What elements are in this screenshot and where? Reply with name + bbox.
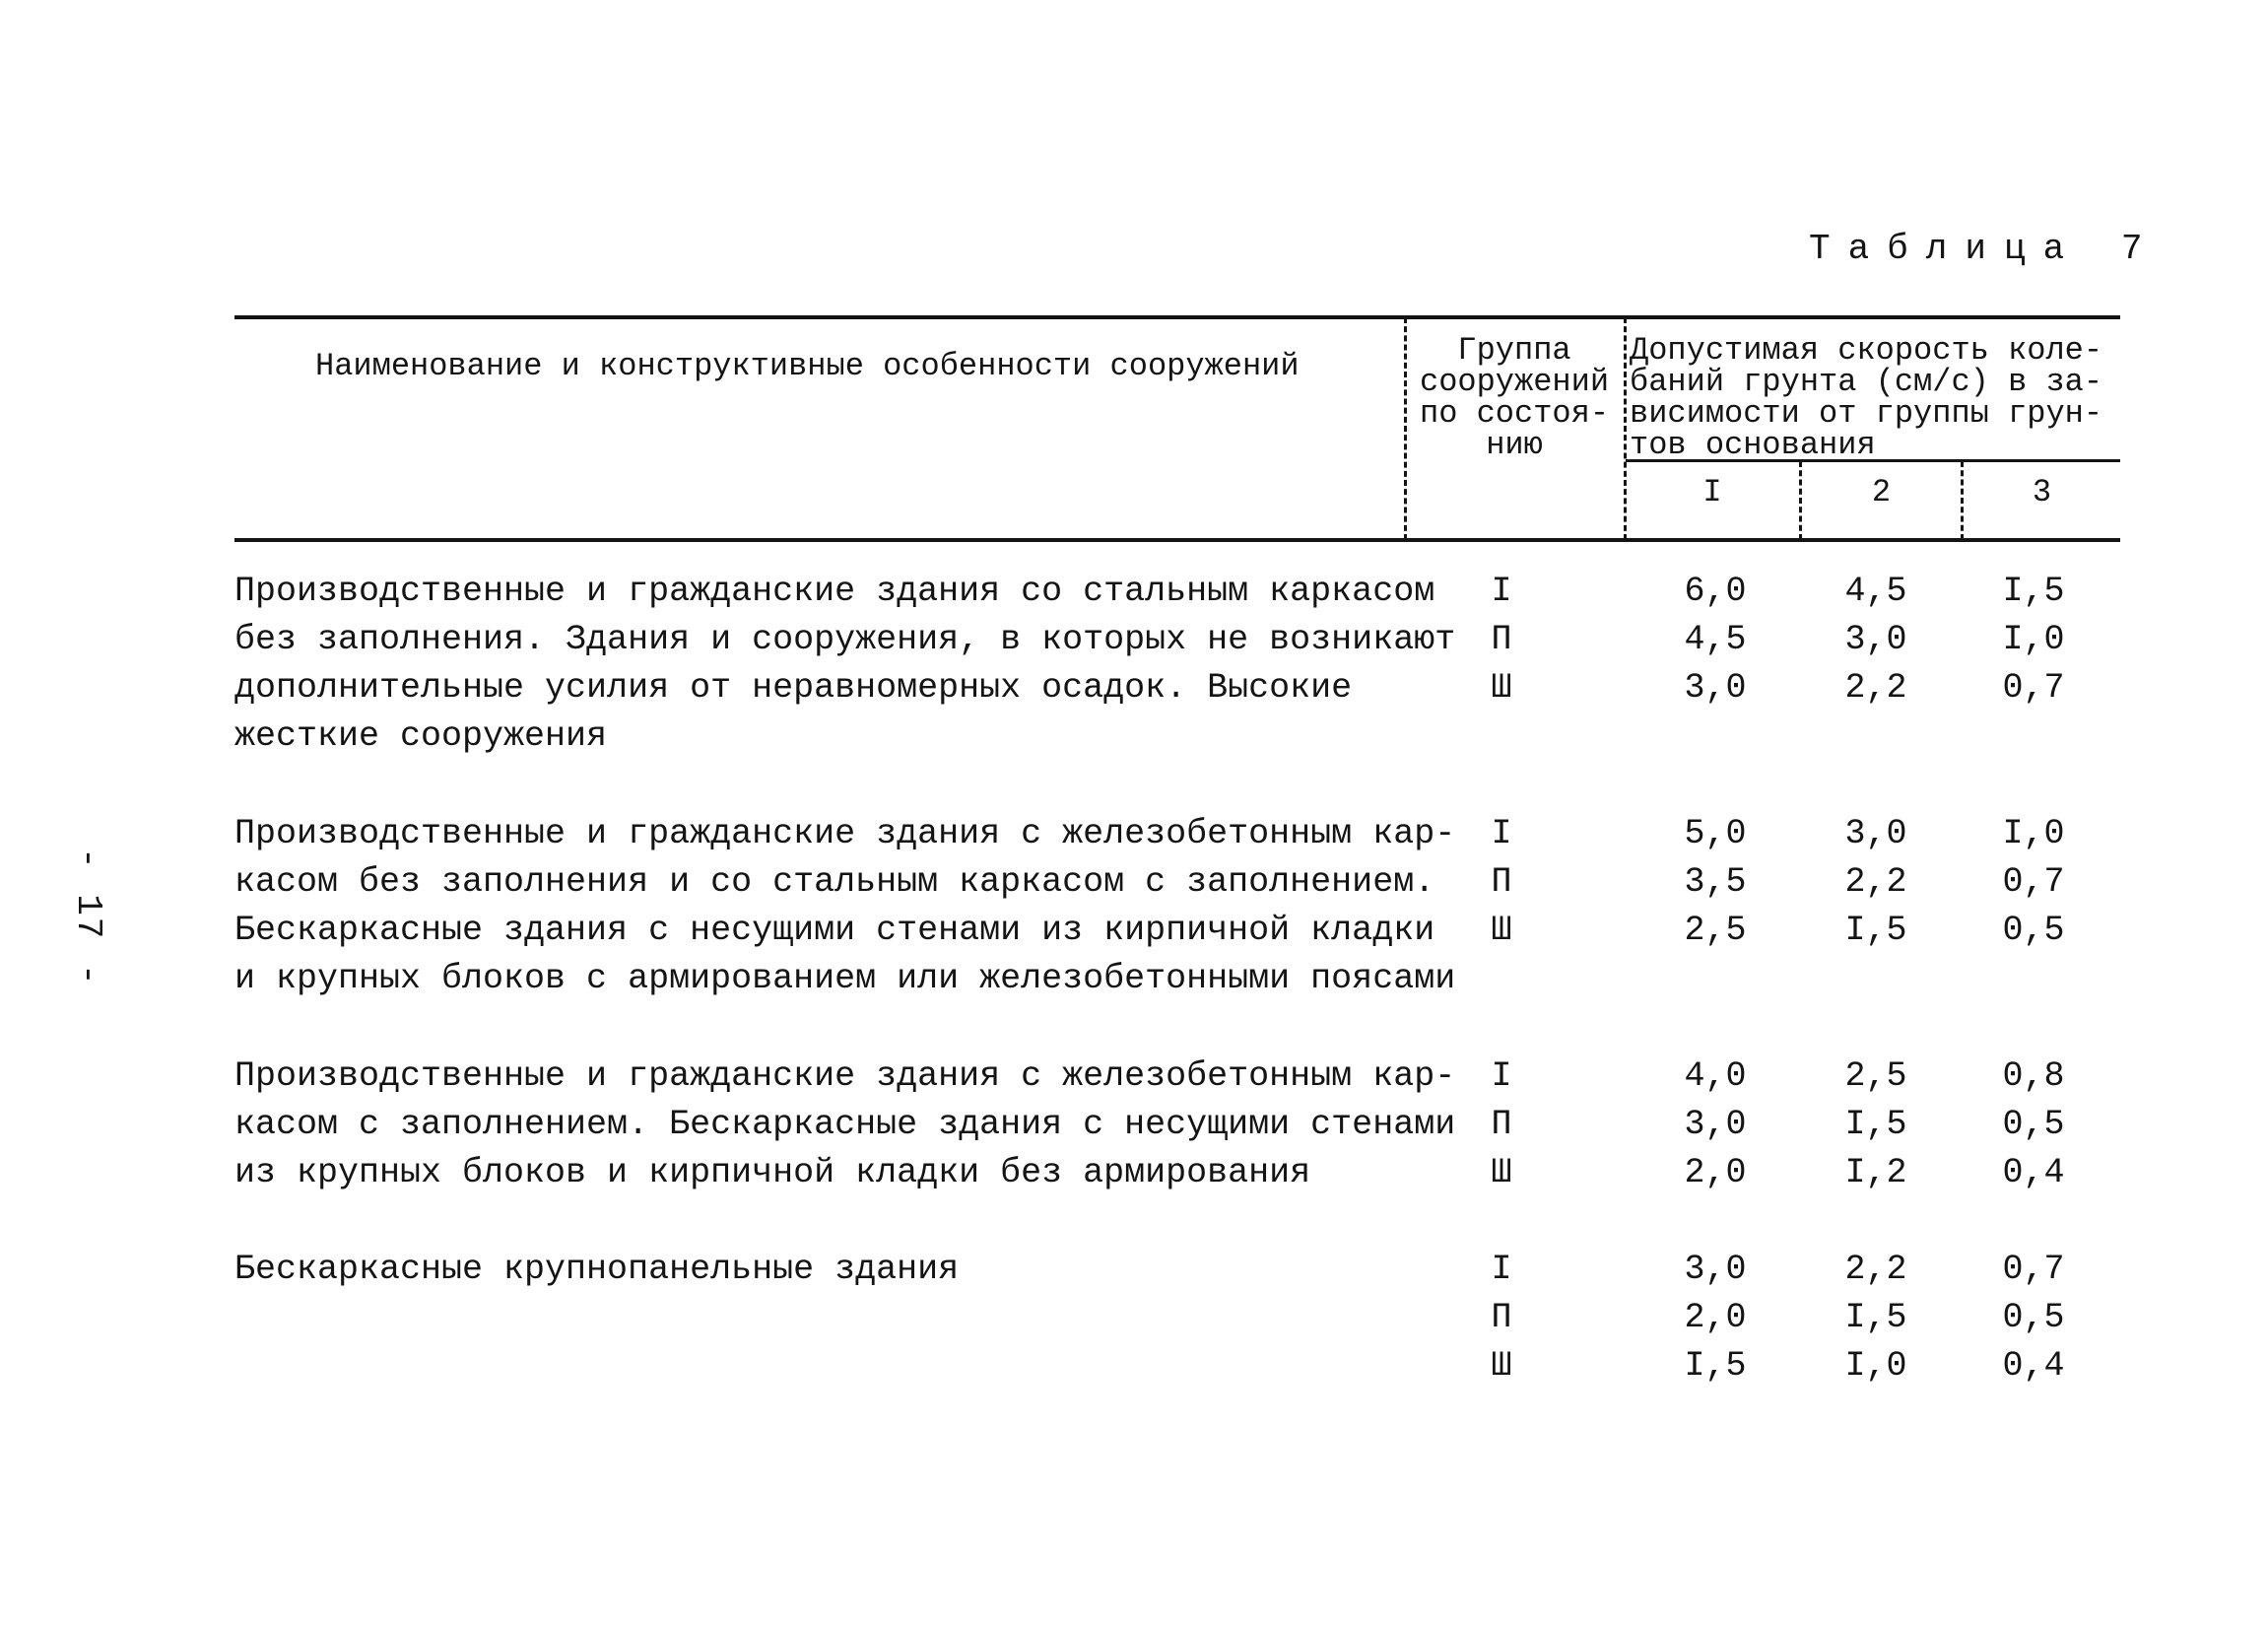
row-4-description: Бескаркасные крупнопанельные здания — [234, 1250, 960, 1289]
row-2-value: 3,5 — [1684, 862, 1747, 902]
row-4-value: I,5 — [1844, 1298, 1907, 1337]
header-divider-group — [1404, 317, 1407, 540]
row-3-value: 0,4 — [2002, 1153, 2065, 1192]
table-top-rule — [234, 315, 2120, 319]
header-soil-group-2: 2 — [1871, 474, 1892, 510]
row-2-value: 2,2 — [1844, 862, 1907, 902]
row-2-value: 2,5 — [1684, 911, 1747, 950]
row-4-value: 2,2 — [1844, 1250, 1907, 1289]
row-3-value: 2,0 — [1684, 1153, 1747, 1192]
row-3-value: I,5 — [1844, 1105, 1907, 1144]
header-name: Наименование и конструктивные особенности сооружений — [315, 348, 1300, 384]
row-2-value: 0,5 — [2002, 911, 2065, 950]
row-4-value: I,5 — [1684, 1346, 1747, 1386]
row-1-value: 4,5 — [1844, 572, 1907, 611]
row-2-value: 0,7 — [2002, 862, 2065, 902]
header-soil-group-3: 3 — [2032, 474, 2052, 510]
row-2-value: 3,0 — [1844, 814, 1907, 853]
header-soil-group-1: I — [1702, 474, 1722, 510]
row-2-group-1: I — [1491, 814, 1512, 853]
row-4-group-1: I — [1491, 1250, 1512, 1289]
row-4-value: 3,0 — [1684, 1250, 1747, 1289]
row-1-description: Производственные и гражданские здания со стальным каркасом без заполнения. Здания и сооружения, в которых не возникают дополнительные усилия от неравномерных осадок. Высокие жесткие сооружения — [234, 572, 1456, 756]
row-4-value: 0,7 — [2002, 1250, 2065, 1289]
row-1-group-3: Ш — [1491, 668, 1512, 708]
row-1-value: 2,2 — [1844, 668, 1907, 708]
row-2-value: I,0 — [2002, 814, 2065, 853]
header-speed: Допустимая скорость коле-баний грунта (см/с) в за-висимости от группы грун-тов основания — [1630, 332, 2103, 463]
row-2-group-3: Ш — [1491, 911, 1512, 950]
row-4-value: I,0 — [1844, 1346, 1907, 1386]
row-3-value: 4,0 — [1684, 1056, 1747, 1096]
row-4-value: 0,4 — [2002, 1346, 2065, 1386]
row-3-value: I,2 — [1844, 1153, 1907, 1192]
row-3-value: 2,5 — [1844, 1056, 1907, 1096]
row-1-value: I,5 — [2002, 572, 2065, 611]
row-1-group-1: I — [1491, 572, 1512, 611]
row-2-group-2: П — [1491, 862, 1512, 902]
row-1-value: 0,7 — [2002, 668, 2065, 708]
row-4-group-3: Ш — [1491, 1346, 1512, 1386]
row-2-description: Производственные и гражданские здания с железобетонным кар- касом без заполнения и со стальным каркасом с заполнением. Бескаркасные здания с несущими стенами из кирпичной кладки и крупных блоков с армированием или железобетонными поясами — [234, 814, 1456, 998]
row-3-description: Производственные и гражданские здания с железобетонным кар- касом с заполнением. Бескаркасные здания с несущими стенами из крупных блоков и кирпичной кладки без армирования — [234, 1056, 1456, 1192]
page-number: - 17 - — [68, 848, 108, 987]
row-4-value: 0,5 — [2002, 1298, 2065, 1337]
header-bottom-rule — [234, 538, 2120, 542]
row-3-value: 3,0 — [1684, 1105, 1747, 1144]
row-4-group-2: П — [1491, 1298, 1512, 1337]
table-caption: Таблица 7 — [1809, 229, 2161, 269]
header-group: Группа сооружений по состоя-нию — [1419, 332, 1610, 463]
row-3-value: 0,8 — [2002, 1056, 2065, 1096]
row-3-group-2: П — [1491, 1105, 1512, 1144]
row-3-group-1: I — [1491, 1056, 1512, 1096]
row-1-group-2: П — [1491, 620, 1512, 659]
row-2-value: 5,0 — [1684, 814, 1747, 853]
row-3-value: 0,5 — [2002, 1105, 2065, 1144]
row-1-value: 3,0 — [1844, 620, 1907, 659]
row-2-value: I,5 — [1844, 911, 1907, 950]
row-1-value: 4,5 — [1684, 620, 1747, 659]
row-1-value: I,0 — [2002, 620, 2065, 659]
row-3-group-3: Ш — [1491, 1153, 1512, 1192]
row-4-value: 2,0 — [1684, 1298, 1747, 1337]
row-1-value: 3,0 — [1684, 668, 1747, 708]
row-1-value: 6,0 — [1684, 572, 1747, 611]
